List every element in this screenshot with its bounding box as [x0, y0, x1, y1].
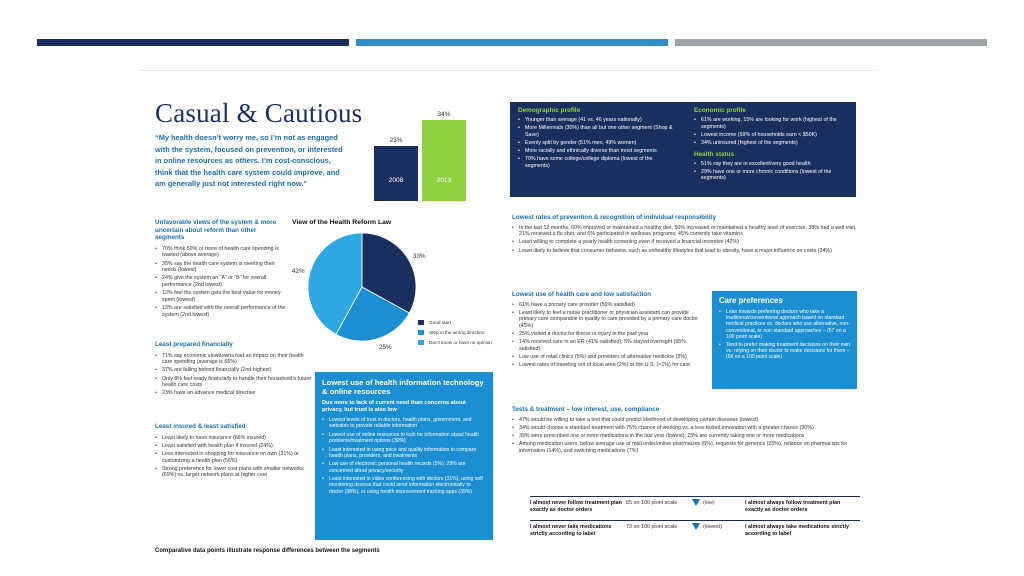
list-item: • Least likely to feel a nurse practitioner or physician assistant can provide primary care comparable in quality to care provided by a primary care doctor (45%) [512, 310, 704, 330]
list-item: • Least satisfied with health plan if insured (24%) [155, 443, 305, 450]
scale-rank: (low) [703, 500, 715, 506]
scale-divider [530, 496, 860, 497]
list-item: • 47% would be willing to take a test that could predict likelihood of developing certain diseases (lowest) [512, 417, 857, 424]
scale-value: 73 on 100 point scale [626, 524, 678, 530]
pie-label-wrong-direction: 25% [379, 344, 392, 351]
top-bar-navy [37, 39, 349, 46]
list-item: • More racially and ethnically diverse than most segments [518, 148, 676, 155]
insured-list [155, 435, 305, 479]
list-item: • 25% visited a doctor for illness or injury in the past year [512, 331, 704, 338]
list-item: • 13% are satisfied with the overall performance of the system (2nd lowest) [155, 305, 287, 318]
pie-legend [418, 317, 492, 347]
health-reform-pie-chart [306, 231, 418, 343]
list-item: • 34% would choose a standard treatment with 75% chance of working vs. a less tested innovation with a greater chance (30%) [512, 425, 857, 432]
financial-heading: Least prepared financially [155, 341, 233, 348]
list-item: • Least likely to believe that consumer behavior, such as unhealthy lifestyles that lead to obesity, have a major influence on costs (34%) [512, 248, 857, 255]
list-item: • Lowest use of online resources to look for information about health problems/treatment options (30%) [322, 432, 486, 445]
arrow-down-icon [692, 499, 700, 506]
health-status-list [694, 161, 852, 182]
insured-heading: Least insured & least satisfied [155, 423, 246, 430]
list-item: • 29% have one or more chronic conditions (lowest of the segments) [694, 169, 852, 182]
financial-list [155, 353, 315, 397]
demographic-list [518, 117, 676, 170]
list-item: • Only 8% feel ready financially to handle their household’s future health care costs [155, 376, 315, 389]
list-item: • Low use of electronic personal health records (5%); 29% are concerned about privacy/security [322, 461, 486, 474]
persona-quote: “My health doesn’t worry me, so I’m not as engaged with the system, focused on prevention, or interested in online resources as others. I’m cost-conscious, think that the health care system could improve, and am generally just not interested right now.” [155, 133, 343, 189]
divider-line [140, 70, 875, 71]
legend-item [418, 317, 492, 327]
list-item: • Low use of retail clinics (5%) and providers of alternative medicine (3%) [512, 354, 704, 361]
prevention-heading: Lowest rates of prevention & recognition of individual responsibility [512, 214, 716, 221]
list-item: • 34% uninsured (highest of the segments) [694, 140, 852, 147]
financial-section [155, 341, 315, 399]
legend-label: Don't know or have no opinion [429, 339, 492, 345]
list-item: • Younger than average (41 vs. 46 years nationally) [518, 117, 676, 124]
care-use-list [512, 302, 704, 369]
scale-left-label: I almost never take medications strictly according to label [530, 524, 612, 537]
top-bar-blue [356, 39, 668, 46]
tests-heading: Tests & treatment – low interest, use, compliance [512, 406, 660, 413]
list-item: • 51% say they are in excellent/very good health [694, 161, 852, 168]
list-item: • Least likely to have insurance (66% insured) [155, 435, 305, 442]
pie-chart-title: View of the Health Reform Law [292, 219, 392, 226]
legend-label: Good start [429, 319, 451, 325]
bar-2013 [422, 120, 466, 201]
list-item: • 24% give the system an “A” or “B” for overall performance (2nd lowest) [155, 275, 287, 288]
legend-item [418, 337, 492, 347]
list-item: • 39% were prescribed one or more medications in the last year (lowest); 25% are currently taking one or more medications [512, 433, 857, 440]
list-item: • Tend to prefer making treatment decisions on their own vs. relying on their doctor to make decisions for them – (56 on a 100 point scale) [719, 342, 850, 361]
bar-2008 [374, 146, 418, 201]
infographic-sheet [150, 96, 870, 566]
unfavorable-heading: Unfavorable views of the system & more uncertain about reform than other segments [155, 219, 277, 242]
economic-heading: Economic profile [694, 107, 746, 114]
bar-value-label-2008: 23% [389, 137, 403, 144]
list-item: • Least interested in video conferencing with doctors (31%), using self monitoring devices that could send information electronically to doctor (38%), or using health improvement tracking apps (39%) [322, 476, 486, 495]
list-item: • 70% have some college/college diploma (lowest of the segments) [518, 156, 676, 169]
pie-label-no-opinion: 42% [292, 268, 305, 275]
scale-value: 65 on 100 point scale [626, 500, 678, 506]
scale-left-label: I almost never follow treatment plan exactly as doctor orders [530, 500, 622, 513]
list-item: • Lowest rates of traveling out of local area (2%) or the U.S. (<1%) for care [512, 362, 704, 369]
prevention-section [512, 214, 857, 256]
health-it-list [322, 417, 486, 495]
care-preferences-box [712, 291, 857, 389]
arrow-down-icon [692, 523, 700, 530]
list-item: • 71% say economic slowdowns had an impact on their health care spending (average is 66%) [155, 353, 315, 366]
scale-right-label: I almost always take medications strictly according to label [745, 524, 849, 537]
list-item: • 70% think 50% or more of health care spending is wasted (above average) [155, 246, 287, 259]
list-item: • More Millennials (30%) than all but one other segment (Shop & Save) [518, 125, 676, 138]
list-item: • 12% feel the system gets the best value for money spent (lowest) [155, 290, 287, 303]
bar-value-label-2013: 34% [437, 111, 451, 118]
legend-swatch [418, 320, 424, 325]
list-item: • Among medication users, below average use of mail order/online pharmacies (6%), requests for generics (25%), reliance on pharmacists for information (14%), and switching medications (7%) [512, 441, 857, 454]
list-item: • Lean towards preferring doctors who take a traditional/conventional approach based on standard medical practices vs. doctors who use alternative, non-conventional, or non-standard approaches – (57 on a 100 point scale) [719, 309, 850, 340]
health-it-heading: Lowest use of health information technology & online resources [322, 378, 484, 396]
scale-divider [530, 520, 860, 521]
list-item: • 23% have an advance medical directive [155, 390, 315, 397]
list-item: • Least willing to complete a yearly health screening even if received a financial incentive (42%) [512, 239, 857, 246]
list-item: • Lowest levels of trust in doctors, health plans, government, and websites to provide reliable information [322, 417, 486, 430]
care-use-heading: Lowest use of health care and low satisfaction [512, 291, 651, 298]
list-item: • In the last 12 months, 60% improved or maintained a healthy diet, 50% increased or maintained a healthy level of exercise, 38% had a well visit, 21% received a flu shot, and 6% participated in wellness programs; 45% currently take vitamins [512, 225, 857, 238]
list-item: • Least interested in using price and quality information to compare health plans, providers, and treatments [322, 447, 486, 460]
list-item: • 37% are falling behind financially (2nd highest) [155, 367, 315, 374]
demographic-economic-box [510, 102, 856, 197]
health-status-heading: Health status [694, 150, 735, 158]
bar-category-2013: 2013 [436, 177, 452, 184]
tests-section [512, 406, 857, 456]
legend-label: Step in the wrong direction [429, 329, 485, 335]
scale-rank: (lowest) [703, 524, 722, 530]
top-bar-gray [675, 39, 987, 46]
care-preferences-list [719, 309, 850, 361]
uninsured-bar-chart [372, 106, 472, 201]
tests-list [512, 417, 857, 455]
legend-swatch [418, 340, 424, 345]
bar-category-2008: 2008 [388, 177, 404, 184]
page-title: Casual & Cautious [155, 98, 363, 128]
care-use-section [512, 291, 704, 371]
list-item: • 35% say the health care system is meeting their needs (lowest) [155, 261, 287, 274]
medication-scale [530, 522, 860, 546]
list-item: • 61% have a primary care provider (59% satisfied) [512, 302, 704, 309]
health-it-box [315, 372, 493, 540]
treatment-scale [530, 498, 860, 522]
legend-item [418, 327, 492, 337]
care-preferences-heading: Care preferences [719, 296, 783, 305]
pie-label-good-start: 33% [413, 253, 426, 260]
list-item: • Lowest income (59% of households earn < $50K) [694, 132, 852, 139]
footnote: Comparative data points illustrate response differences between the segments [155, 548, 380, 554]
legend-swatch [418, 330, 424, 335]
insured-section [155, 423, 305, 481]
unfavorable-list [155, 246, 287, 318]
prevention-list [512, 225, 857, 255]
list-item: • 61% are working, 15% are looking for work (highest of the segments) [694, 117, 852, 130]
list-item: • Strong preference for lower cost plans with smaller networks (69%) vs. larger network plans at higher cost [155, 466, 305, 479]
list-item: • Less interested in shopping for insurance on own (31%) or customizing a health plan (56%) [155, 451, 305, 464]
economic-list [694, 117, 852, 147]
list-item: • Evenly split by gender (51% men, 49% women) [518, 140, 676, 147]
unfavorable-section [155, 219, 287, 320]
demographic-heading: Demographic profile [518, 107, 581, 114]
scale-right-label: I almost always follow treatment plan exactly as doctor orders [745, 500, 841, 513]
health-it-subheading: Due more to lack of current need than concerns about privacy, but trust is also low [322, 400, 466, 413]
list-item: • 14% received care in an ER (41% satisfied); 5% stayed overnight (55% satisfied) [512, 339, 704, 352]
